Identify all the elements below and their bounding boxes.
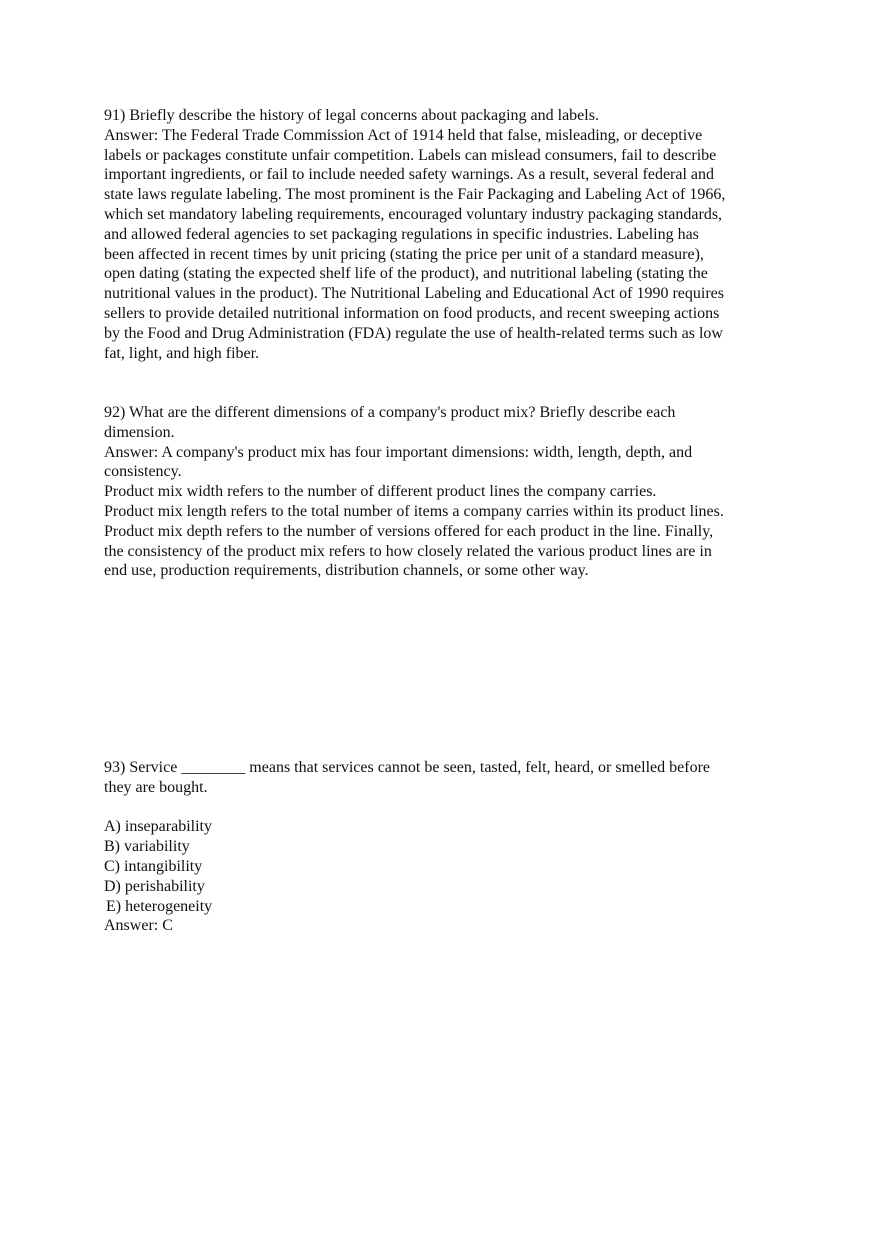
- question-92: [104, 403, 724, 581]
- answer-line: sellers to provide detailed nutritional information on food products, and recent sweeping actions: [104, 304, 720, 322]
- answer-line: end use, production requirements, distribution channels, or some other way.: [104, 562, 589, 580]
- answer-line: nutritional values in the product). The Nutritional Labeling and Educational Act of 1990 requires: [104, 285, 724, 303]
- question-93-stem: 93) Service ________ means that services cannot be seen, tasted, felt, heard, or smelled before: [104, 759, 711, 776]
- answer-line: the consistency of the product mix refers to how closely related the various product lines are in: [104, 542, 712, 560]
- answer-line: consistency.: [104, 463, 182, 481]
- answer-line: which set mandatory labeling requirements, encouraged voluntary industry packaging standards,: [104, 205, 723, 223]
- answer-line: Answer: A company's product mix has four important dimensions: width, length, depth, and: [104, 443, 693, 461]
- answer-line: Product mix width refers to the number of different product lines the company carries.: [104, 483, 657, 501]
- option-b: B) variability: [104, 838, 190, 856]
- question-91-prompt: 91) Briefly describe the history of legal concerns about packaging and labels.: [104, 107, 599, 124]
- answer-line: important ingredients, or fail to include needed safety warnings. As a result, several federal and: [104, 166, 715, 184]
- option-e: E) heterogeneity: [106, 897, 213, 915]
- option-a: A) inseparability: [104, 818, 212, 836]
- answer-line: by the Food and Drug Administration (FDA) regulate the use of health-related terms such as low: [104, 324, 723, 342]
- answer-line: and allowed federal agencies to set packaging regulations in specific industries. Labeling has: [104, 225, 699, 243]
- answer-line: Product mix length refers to the total number of items a company carries within its product lines.: [104, 502, 724, 520]
- answer-key: Answer: C: [104, 917, 173, 935]
- answer-line: Product mix depth refers to the number of versions offered for each product in the line. Finally,: [104, 522, 714, 540]
- option-d: D) perishability: [104, 877, 205, 895]
- answer-line: fat, light, and high fiber.: [104, 344, 260, 362]
- option-c: C) intangibility: [104, 857, 203, 875]
- question-92-prompt: dimension.: [104, 423, 175, 441]
- answer-line: Answer: The Federal Trade Commission Act of 1914 held that false, misleading, or deceptive: [104, 126, 703, 144]
- spacer: [104, 798, 710, 818]
- answer-line: state laws regulate labeling. The most prominent is the Fair Packaging and Labeling Act of 1966,: [104, 186, 726, 204]
- question-91: [104, 106, 725, 363]
- answer-line: been affected in recent times by unit pricing (stating the price per unit of a standard measure),: [104, 245, 704, 263]
- question-93-stem: they are bought.: [104, 778, 208, 796]
- answer-line: open dating (stating the expected shelf life of the product), and nutritional labeling (stating the: [104, 265, 708, 283]
- answer-line: labels or packages constitute unfair competition. Labels can mislead consumers, fail to describe: [104, 146, 717, 164]
- question-92-prompt: 92) What are the different dimensions of a company's product mix? Briefly describe each: [104, 404, 676, 421]
- question-93: [104, 758, 710, 936]
